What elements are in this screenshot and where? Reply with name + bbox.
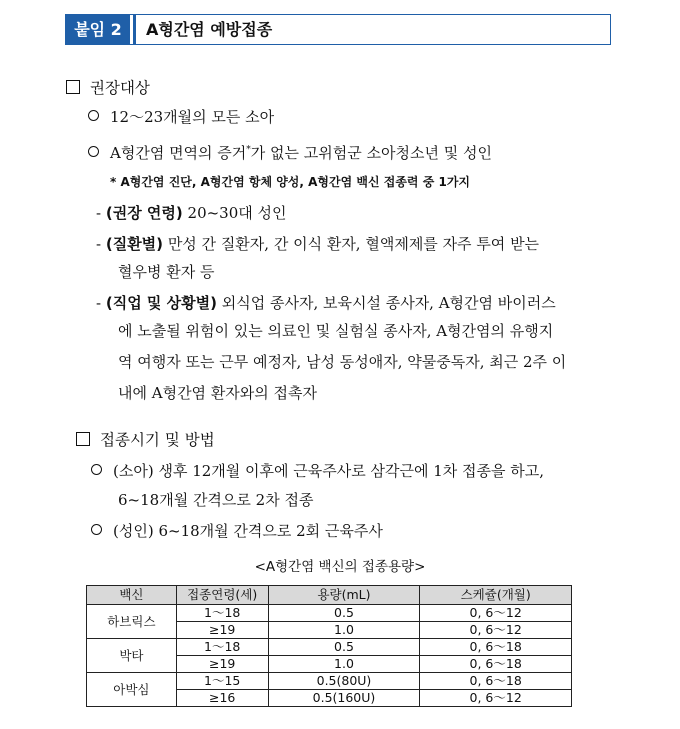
col-header-schedule: 스케쥴(개월) <box>420 586 572 605</box>
circle-bullet-icon <box>91 524 102 535</box>
age-cell: ≥19 <box>176 622 268 639</box>
dash-text-cont: 에 노출될 위험이 있는 의료인 및 실험실 종사자, A형간염의 유행지 <box>118 322 554 340</box>
dash-text: 외식업 종사자, 보육시설 종사자, A형간염 바이러스 <box>221 294 556 312</box>
schedule-cell: 0, 6～12 <box>420 605 572 622</box>
bullet-item <box>91 521 383 541</box>
appendix-title: A형간염 예방접종 <box>146 20 273 39</box>
dash-text: 만성 간 질환자, 간 이식 환자, 혈액제제를 자주 투여 받는 <box>167 235 540 253</box>
dash-text-cont: 혈우병 환자 등 <box>118 263 215 281</box>
dash-heading: (질환별) <box>105 235 164 253</box>
schedule-cell: 0, 6～12 <box>420 622 572 639</box>
bullet-item <box>88 140 492 163</box>
dose-cell: 0.5(80U) <box>268 673 420 690</box>
vaccine-name-cell: 아박심 <box>87 673 177 707</box>
table-row <box>87 605 572 622</box>
section-vaccination-schedule <box>76 430 215 450</box>
section-title: 접종시기 및 방법 <box>100 431 215 449</box>
age-cell: ≥16 <box>176 690 268 707</box>
dose-cell: 1.0 <box>268 656 420 673</box>
schedule-cell: 0, 6～12 <box>420 690 572 707</box>
dash-heading: (권장 연령) <box>105 204 183 222</box>
dash-item: - (직업 및 상황별) 외식업 종사자, 보육시설 종사자, A형간염 바이러스 <box>96 294 556 312</box>
table-row <box>87 673 572 690</box>
bullet-item <box>91 461 544 481</box>
vaccine-name-cell: 하브릭스 <box>87 605 177 639</box>
dash-text-cont: 역 여행자 또는 근무 예정자, 남성 동성애자, 약물중독자, 최근 2주 이 <box>118 353 567 371</box>
circle-bullet-icon <box>88 146 99 157</box>
dash-heading: (직업 및 상황별) <box>105 294 217 312</box>
table-header-row <box>87 586 572 605</box>
dose-cell: 0.5 <box>268 639 420 656</box>
circle-bullet-icon <box>91 464 102 475</box>
schedule-cell: 0, 6～18 <box>420 639 572 656</box>
section-recommended-targets <box>66 78 150 98</box>
appendix-badge: 붙임 2 <box>66 15 130 44</box>
schedule-cell: 0, 6～18 <box>420 656 572 673</box>
bullet-text: A형간염 면역의 증거 <box>110 144 247 162</box>
col-header-vaccine: 백신 <box>87 586 177 605</box>
bullet-text: 가 없는 고위험군 소아청소년 및 성인 <box>250 144 492 162</box>
bullet-text: 12～23개월의 모든 소아 <box>110 108 275 126</box>
dose-cell: 0.5(160U) <box>268 690 420 707</box>
square-bullet-icon <box>66 80 80 94</box>
dose-cell: 1.0 <box>268 622 420 639</box>
circle-bullet-icon <box>88 110 99 121</box>
bullet-text: (성인) 6~18개월 간격으로 2회 근육주사 <box>113 522 383 540</box>
age-cell: ≥19 <box>176 656 268 673</box>
col-header-age: 접종연령(세) <box>176 586 268 605</box>
section-title: 권장대상 <box>90 79 150 97</box>
vaccine-dose-table <box>86 585 572 707</box>
bullet-text-cont: 6~18개월 간격으로 2차 접종 <box>118 491 314 509</box>
bullet-text: (소아) 생후 12개월 이후에 근육주사로 삼각근에 1차 접종을 하고, <box>113 462 545 480</box>
dash-text: 20~30대 성인 <box>187 204 287 222</box>
schedule-cell: 0, 6～18 <box>420 673 572 690</box>
footnote-marker: * <box>246 145 251 155</box>
dash-item: - (권장 연령) 20~30대 성인 <box>96 204 287 222</box>
age-cell: 1～18 <box>176 639 268 656</box>
age-cell: 1～18 <box>176 605 268 622</box>
bullet-item <box>88 107 274 127</box>
vaccine-name-cell: 박타 <box>87 639 177 673</box>
square-bullet-icon <box>76 432 90 446</box>
dash-text-cont: 내에 A형간염 환자와의 접촉자 <box>118 384 318 402</box>
dose-cell: 0.5 <box>268 605 420 622</box>
footnote: * A형간염 진단, A형간염 항체 양성, A형간염 백신 접종력 중 1가지 <box>110 175 470 189</box>
table-row <box>87 639 572 656</box>
table-caption: <A형간염 백신의 접종용량> <box>254 559 426 575</box>
col-header-dose: 용량(mL) <box>268 586 420 605</box>
age-cell: 1～15 <box>176 673 268 690</box>
appendix-header <box>65 14 611 45</box>
dash-item: - (질환별) 만성 간 질환자, 간 이식 환자, 혈액제제를 자주 투여 받는 <box>96 235 540 253</box>
